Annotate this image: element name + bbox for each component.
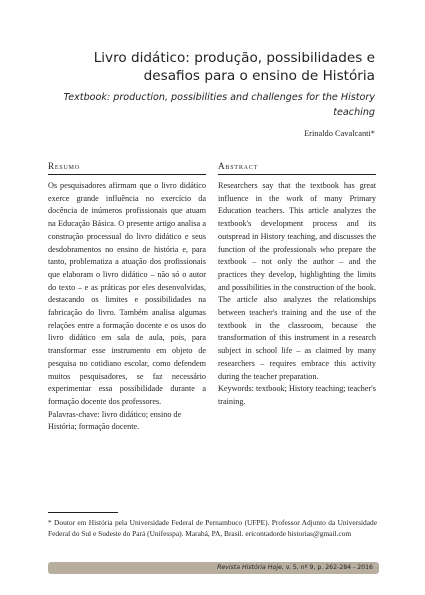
resumo-keywords: Palavras-chave: livro didático; ensino de História; formação docente. — [48, 409, 182, 432]
footer-citation — [217, 562, 373, 574]
abstract-text: Researchers say that the textbook has great influence in the work of many Primary Education teachers. This article analyzes the textbook's development process and its outspread in History teaching, and discusses the function of the professionals who prepare the textbook – not only the author – and the practices they develop, highlighting the limits and possibilities in the construction of the book. The article also analyzes the relationships between teacher's training and the use of the textbook in the classroom, because the transformation of this instrument in a research subject in school life – as claimed by many researchers – requires embrace this activity during the teacher preparation. — [218, 181, 376, 381]
author-name: Erinaldo Cavalcanti* — [304, 129, 375, 138]
abstract-keywords: Keywords: textbook; History teaching; teacher's training. — [218, 384, 376, 406]
abstract-section — [218, 160, 376, 409]
footer-journal-name: Revista História Hoje — [217, 564, 282, 571]
article-title: Livro didático: produção, possibilidades e desafios para o ensino de História — [93, 50, 375, 84]
resumo-text: Os pesquisadores afirmam que o livro didático exerce grande influência no exercício da docência de inúmeros profissionais que atuam na Educação Básica. O presente artigo analisa a construção processual do livro didático e seus desdobramentos no ensino de história e, para tanto, problematiza a atuação dos profissionais que elaboram o livro didático – não só o autor do texto – e as práticas por eles desenvolvidas, destacando os limites e possibilidades na fabricação do livro. Também analisa algumas relações entre a formação docente e os usos do livro didático em sala de aula, pois, para transformar esse instrumento em objeto de pesquisa no cotidiano escolar, como defendem muitos pesquisadores, se faz necessário experimentar essa possibilidade durante a formação docente dos professores. — [48, 181, 206, 406]
abstract-heading: Abstract — [218, 160, 376, 175]
author-footnote: * Doutor em História pela Universidade Federal de Pernambuco (UFPE). Professor Adjunto da Universidade Federal do Sul e Sudeste do Pará (Unifesspa). Marabá, PA, Brasil. ericontadorde historias@gmail.com — [48, 518, 377, 538]
footer-band — [48, 562, 379, 574]
footer-volume-pages: , v. 5, nº 9, p. 262-284 - 2016 — [281, 564, 373, 571]
footnote-rule — [48, 512, 118, 513]
resumo-heading: Resumo — [48, 160, 206, 175]
article-subtitle: Textbook: production, possibilities and challenges for the History teaching — [63, 92, 375, 118]
resumo-section — [48, 160, 206, 434]
